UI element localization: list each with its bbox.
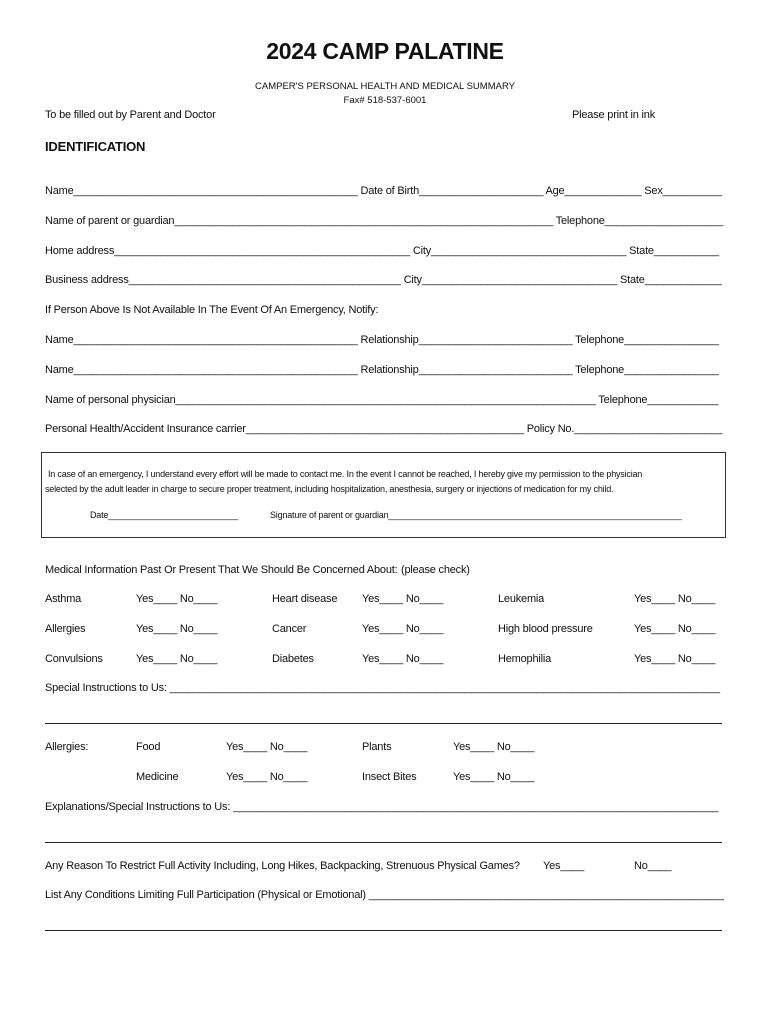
activity-no[interactable]: No____ (634, 860, 672, 872)
cancer-yes-no[interactable]: Yes____ No____ (362, 623, 444, 635)
condition-high-blood-pressure: High blood pressure (498, 623, 593, 635)
name-dob-age-sex-row[interactable]: Name________________________________________________ Date of Birth_____________________ Age_____________ Sex__________ (45, 185, 722, 197)
allergy-insect-bites: Insect Bites (362, 771, 417, 783)
home-address-row[interactable]: Home address__________________________________________________ City_________________________________ State___________ (45, 245, 719, 257)
condition-cancer: Cancer (272, 623, 307, 635)
insurance-row[interactable]: Personal Health/Accident Insurance carrier_______________________________________________ Policy No._________________________ (45, 423, 723, 435)
special-instructions-field[interactable]: Special Instructions to Us: _____________________________________________________________________________________________ (45, 682, 720, 694)
filled-by-note: To be filled out by Parent and Doctor (45, 109, 216, 121)
emergency-heading: If Person Above Is Not Available In The Event Of An Emergency, Notify: (45, 304, 379, 316)
allergies-label: Allergies: (45, 741, 89, 753)
condition-convulsions: Convulsions (45, 653, 103, 665)
condition-heart-disease: Heart disease (272, 593, 338, 605)
leukemia-yes-no[interactable]: Yes____ No____ (634, 593, 716, 605)
form-title: 2024 CAMP PALATINE (266, 38, 504, 64)
heart-disease-yes-no[interactable]: Yes____ No____ (362, 593, 444, 605)
condition-allergies: Allergies (45, 623, 86, 635)
consent-line-2: selected by the adult leader in charge to secure proper treatment, including hospitalization, anesthesia, surgery or injections of medication for my child. (45, 484, 614, 494)
diabetes-yes-no[interactable]: Yes____ No____ (362, 653, 444, 665)
medical-heading: Medical Information Past Or Present That We Should Be Concerned About: (45, 564, 398, 576)
hemophilia-yes-no[interactable]: Yes____ No____ (634, 653, 716, 665)
explanations-field[interactable]: Explanations/Special Instructions to Us: __________________________________________________________________________________ (45, 801, 719, 813)
consent-line-1: In case of an emergency, I understand every effort will be made to contact me. In the event I cannot be reached, I hereby give my permission to the physician (48, 469, 643, 479)
activity-yes[interactable]: Yes____ (543, 860, 585, 872)
emergency-contact-1-row[interactable]: Name________________________________________________ Relationship__________________________ Telephone________________ (45, 334, 719, 346)
allergy-plants: Plants (362, 741, 392, 753)
consent-box (41, 452, 726, 538)
condition-leukemia: Leukemia (498, 593, 545, 605)
form-subtitle: CAMPER'S PERSONAL HEALTH AND MEDICAL SUMMARY (255, 81, 515, 92)
consent-date-field[interactable]: Date___________________________ (90, 510, 238, 520)
medicine-yes-no[interactable]: Yes____ No____ (226, 771, 308, 783)
condition-diabetes: Diabetes (272, 653, 314, 665)
allergy-food: Food (136, 741, 161, 753)
condition-asthma: Asthma (45, 593, 82, 605)
print-ink-note: Please print in ink (572, 109, 656, 121)
parent-telephone-row[interactable]: Name of parent or guardian________________________________________________________________ Telephone____________________ (45, 215, 724, 227)
allergy-medicine: Medicine (136, 771, 179, 783)
fax-number: Fax# 518-537-6001 (343, 95, 427, 106)
plants-yes-no[interactable]: Yes____ No____ (453, 741, 535, 753)
activity-restriction-question: Any Reason To Restrict Full Activity Including, Long Hikes, Backpacking, Strenuous Physical Games? (45, 860, 520, 872)
allergies-yes-no[interactable]: Yes____ No____ (136, 623, 218, 635)
business-address-row[interactable]: Business address______________________________________________ City_________________________________ State_____________ (45, 274, 722, 286)
food-yes-no[interactable]: Yes____ No____ (226, 741, 308, 753)
condition-hemophilia: Hemophilia (498, 653, 552, 665)
convulsions-yes-no[interactable]: Yes____ No____ (136, 653, 218, 665)
special-instructions-line[interactable] (45, 723, 722, 724)
guardian-signature-field[interactable]: Signature of parent or guardian_____________________________________________________________ (270, 510, 682, 520)
insect-bites-yes-no[interactable]: Yes____ No____ (453, 771, 535, 783)
physician-row[interactable]: Name of personal physician_______________________________________________________________________ Telephone____________ (45, 394, 719, 406)
limiting-conditions-field[interactable]: List Any Conditions Limiting Full Participation (Physical or Emotional) ____________________________________________________________ (45, 889, 724, 901)
high-blood-pressure-yes-no[interactable]: Yes____ No____ (634, 623, 716, 635)
explanations-line[interactable] (45, 842, 722, 843)
limiting-conditions-line[interactable] (45, 930, 722, 931)
identification-heading: IDENTIFICATION (45, 139, 146, 154)
please-check-note: (please check) (401, 564, 470, 576)
emergency-contact-2-row[interactable]: Name________________________________________________ Relationship__________________________ Telephone________________ (45, 364, 719, 376)
asthma-yes-no[interactable]: Yes____ No____ (136, 593, 218, 605)
